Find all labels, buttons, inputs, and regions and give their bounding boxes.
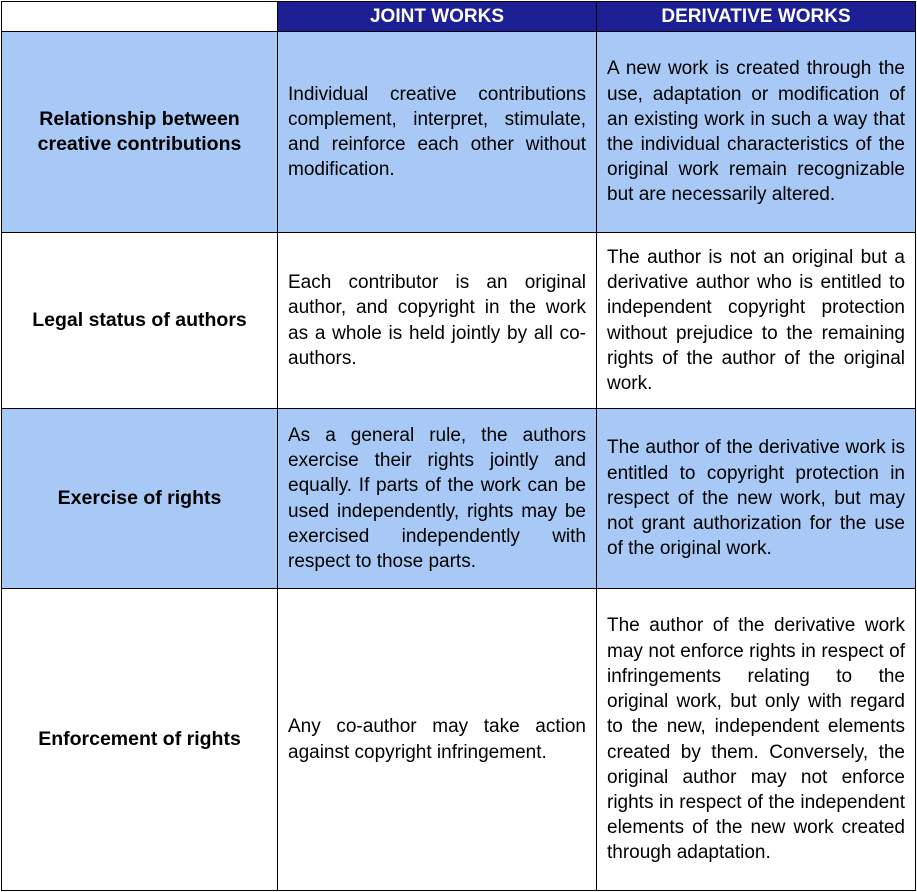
- row-label: [2, 589, 278, 891]
- derivative-cell: [597, 233, 916, 409]
- row-label: [2, 32, 278, 233]
- derivative-cell: [597, 409, 916, 589]
- row-label-text: Enforcement of rights: [38, 728, 241, 750]
- row-label: [2, 233, 278, 409]
- derivative-cell: [597, 589, 916, 891]
- row-relationship: [2, 32, 916, 233]
- joint-text: Any co-author may take action against copyright infringement.: [288, 716, 586, 763]
- row-enforcement-of-rights: [2, 589, 916, 891]
- joint-text: As a general rule, the authors exercise their rights jointly and equally. If parts of the work can be used independently, rights may be exercised independently with respect to those parts.: [288, 424, 586, 572]
- joint-cell: [278, 589, 597, 891]
- joint-cell: [278, 233, 597, 409]
- row-exercise-of-rights: [2, 409, 916, 589]
- joint-cell: [278, 409, 597, 589]
- derivative-text: The author is not an original but a derivative author who is entitled to independent copyright protection without prejudice to the remaining rights of the author of the original work.: [607, 246, 905, 394]
- row-label-text: Legal status of authors: [32, 309, 247, 331]
- header-joint-works: JOINT WORKS: [278, 2, 597, 32]
- row-label-text: Relationship between creative contributions: [37, 108, 242, 155]
- row-legal-status: [2, 233, 916, 409]
- derivative-text: A new work is created through the use, adaptation or modification of an existing work in such a way that the individual characteristics of the original work remain recognizable but are necessarily altered.: [607, 58, 905, 206]
- derivative-text: The author of the derivative work may not enforce rights in respect of infringements relating to the original work, but only with regard to the new, independent elements created by them. Conversely, the original author may not enforce rights in respect of the independent elements of the new work created through adaptation.: [607, 615, 905, 864]
- comparison-table: [1, 1, 916, 891]
- joint-text: Individual creative contributions complement, interpret, stimulate, and reinforce each other without modification.: [288, 83, 586, 181]
- header-corner: [2, 2, 278, 32]
- derivative-text: The author of the derivative work is entitled to copyright protection in respect of the new work, but may not grant authorization for the use of the original work.: [607, 437, 905, 560]
- derivative-cell: [597, 32, 916, 233]
- row-label-text: Exercise of rights: [57, 487, 222, 509]
- joint-text: Each contributor is an original author, and copyright in the work as a whole is held jointly by all co-authors.: [288, 272, 586, 369]
- joint-cell: [278, 32, 597, 233]
- row-label: [2, 409, 278, 589]
- header-row: [2, 2, 916, 32]
- header-derivative-works: DERIVATIVE WORKS: [597, 2, 916, 32]
